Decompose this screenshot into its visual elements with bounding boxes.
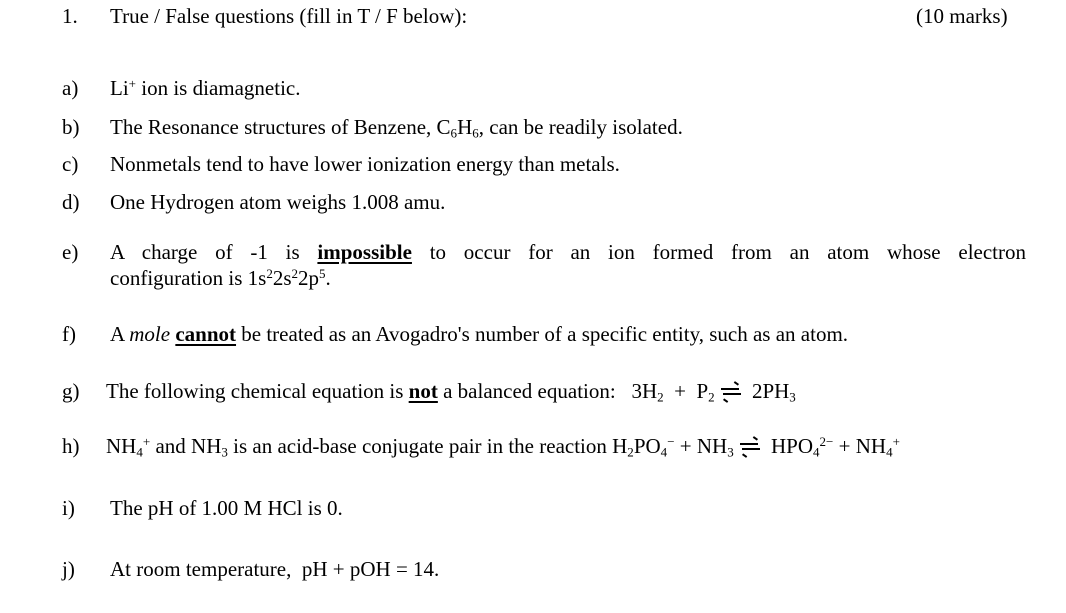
emphasis-cannot: cannot bbox=[175, 322, 237, 346]
emphasis-not: not bbox=[408, 379, 438, 403]
section-title: True / False questions (fill in T / F below): bbox=[110, 4, 468, 28]
marks-label: (10 marks) bbox=[916, 4, 1008, 28]
statement-e-line2: configuration is $1s^22s^22p^5$. bbox=[110, 265, 331, 290]
item-label-d: d) bbox=[62, 190, 80, 214]
item-label-f: f) bbox=[62, 322, 76, 346]
emphasis-impossible: impossible bbox=[317, 240, 412, 264]
statement-c: Nonmetals tend to have lower ionization energy than metals. bbox=[110, 152, 620, 176]
item-label-a: a) bbox=[62, 76, 79, 100]
statement-a: Li+ ion is diamagnetic. bbox=[110, 75, 301, 100]
item-label-c: c) bbox=[62, 152, 79, 176]
equilibrium-arrow-icon bbox=[740, 440, 760, 454]
item-label-j: j) bbox=[62, 557, 75, 581]
statement-d: One Hydrogen atom weighs 1.008 amu. bbox=[110, 190, 446, 214]
question-number: 1. bbox=[62, 4, 78, 28]
statement-b: The Resonance structures of Benzene, $C_6H_6$, can be readily isolated. bbox=[110, 115, 683, 141]
statement-h: $NH_4^+$ and $NH_3$ is an acid-base conjugate pair in the reaction $H_2PO_4^- + NH_3$ $HPO_4^{2-} + NH_4^+$ bbox=[106, 433, 900, 460]
statement-j: At room temperature, pH + pOH = 14. bbox=[110, 557, 440, 581]
item-label-b: b) bbox=[62, 115, 80, 139]
statement-g: The following chemical equation is not a balanced equation: $3H_2 + P_2$ $2PH_3$ bbox=[106, 379, 796, 405]
equilibrium-arrow-icon bbox=[721, 385, 741, 399]
statement-f: A mole cannot be treated as an Avogadro's number of a specific entity, such as an atom. bbox=[110, 322, 849, 346]
item-label-i: i) bbox=[62, 496, 75, 520]
statement-e-line1: A charge of -1 is impossible to occur for an ion formed from an atom whose electron bbox=[110, 240, 1027, 264]
item-label-g: g) bbox=[62, 379, 80, 403]
statement-i: The pH of 1.00 M HCl is 0. bbox=[110, 496, 343, 520]
item-label-h: h) bbox=[62, 434, 80, 458]
item-label-e: e) bbox=[62, 240, 79, 264]
